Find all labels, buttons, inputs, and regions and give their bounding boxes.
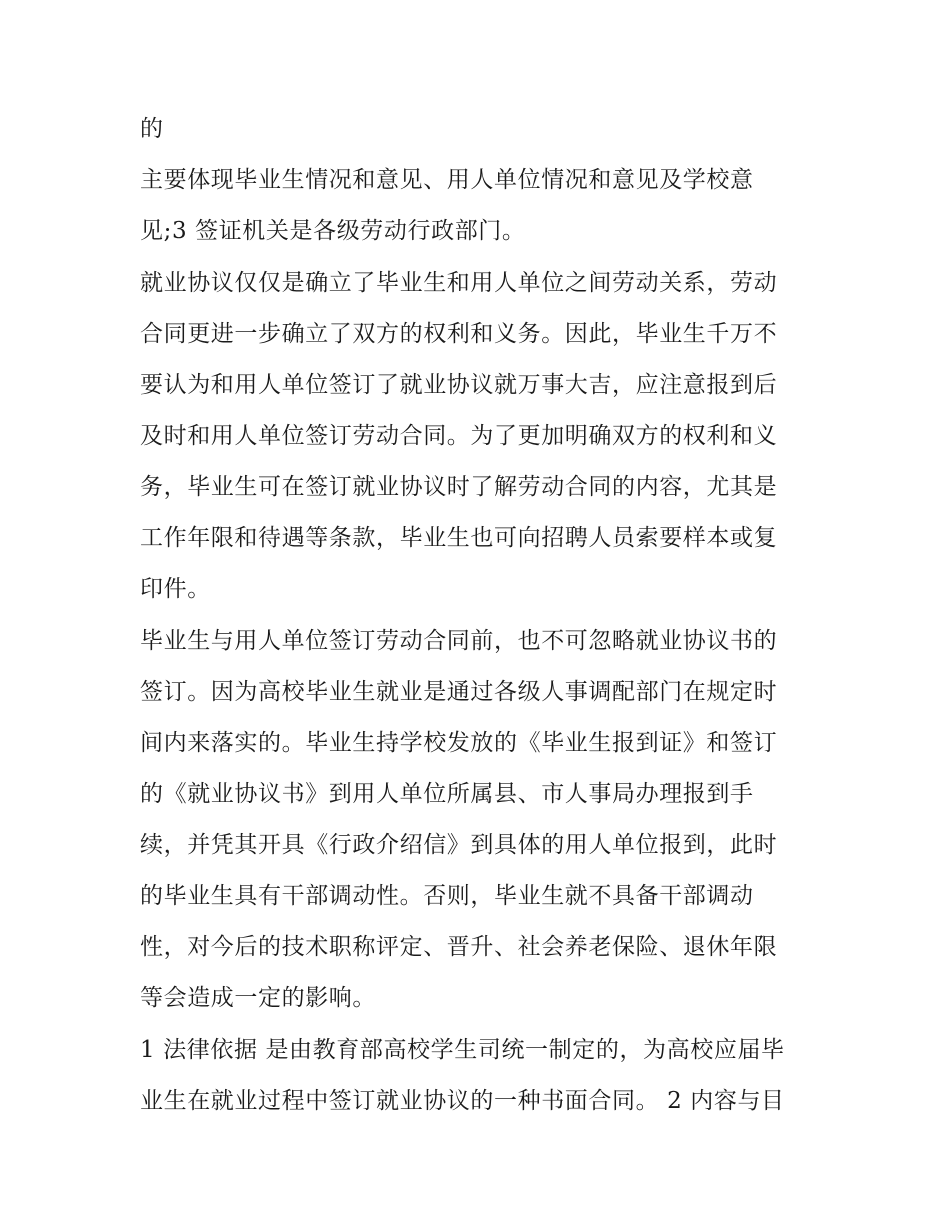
text-line: 工作年限和待遇等条款，毕业生也可向招聘人员索要样本或复	[140, 525, 778, 551]
text-line: 业生在就业过程中签订就业协议的一种书面合同。 2 内容与目	[140, 1088, 785, 1114]
text-line: 的《就业协议书》到用人单位所属县、市人事局办理报到手	[140, 781, 754, 807]
text-line: 毕业生与用人单位签订劳动合同前，也不可忽略就业协议书的	[140, 628, 778, 654]
text-line: 间内来落实的。毕业生持学校发放的《毕业生报到证》和签订	[140, 730, 778, 756]
text-line: 的毕业生具有干部调动性。否则，毕业生就不具备干部调动	[140, 883, 754, 909]
text-line: 及时和用人单位签订劳动合同。为了更加明确双方的权利和义	[140, 423, 778, 449]
text-line: 要认为和用人单位签订了就业协议就万事大吉，应注意报到后	[140, 372, 778, 398]
text-line: 性，对今后的技术职称评定、晋升、社会养老保险、退休年限	[140, 934, 778, 960]
text-line: 合同更进一步确立了双方的权利和义务。因此，毕业生千万不	[140, 321, 778, 347]
text-line: 等会造成一定的影响。	[140, 985, 376, 1011]
text-line: 续，并凭其开具《行政介绍信》到具体的用人单位报到，此时	[140, 832, 778, 858]
text-line: 主要体现毕业生情况和意见、用人单位情况和意见及学校意	[140, 167, 754, 193]
text-line: 见;3 签证机关是各级劳动行政部门。	[140, 218, 526, 244]
text-line: 的	[140, 116, 164, 142]
text-line: 务，毕业生可在签订就业协议时了解劳动合同的内容，尤其是	[140, 474, 778, 500]
text-line: 签订。因为高校毕业生就业是通过各级人事调配部门在规定时	[140, 679, 778, 705]
text-line: 1 法律依据 是由教育部高校学生司统一制定的，为高校应届毕	[140, 1037, 785, 1063]
text-line: 印件。	[140, 576, 211, 602]
text-line: 就业协议仅仅是确立了毕业生和用人单位之间劳动关系，劳动	[140, 270, 778, 296]
